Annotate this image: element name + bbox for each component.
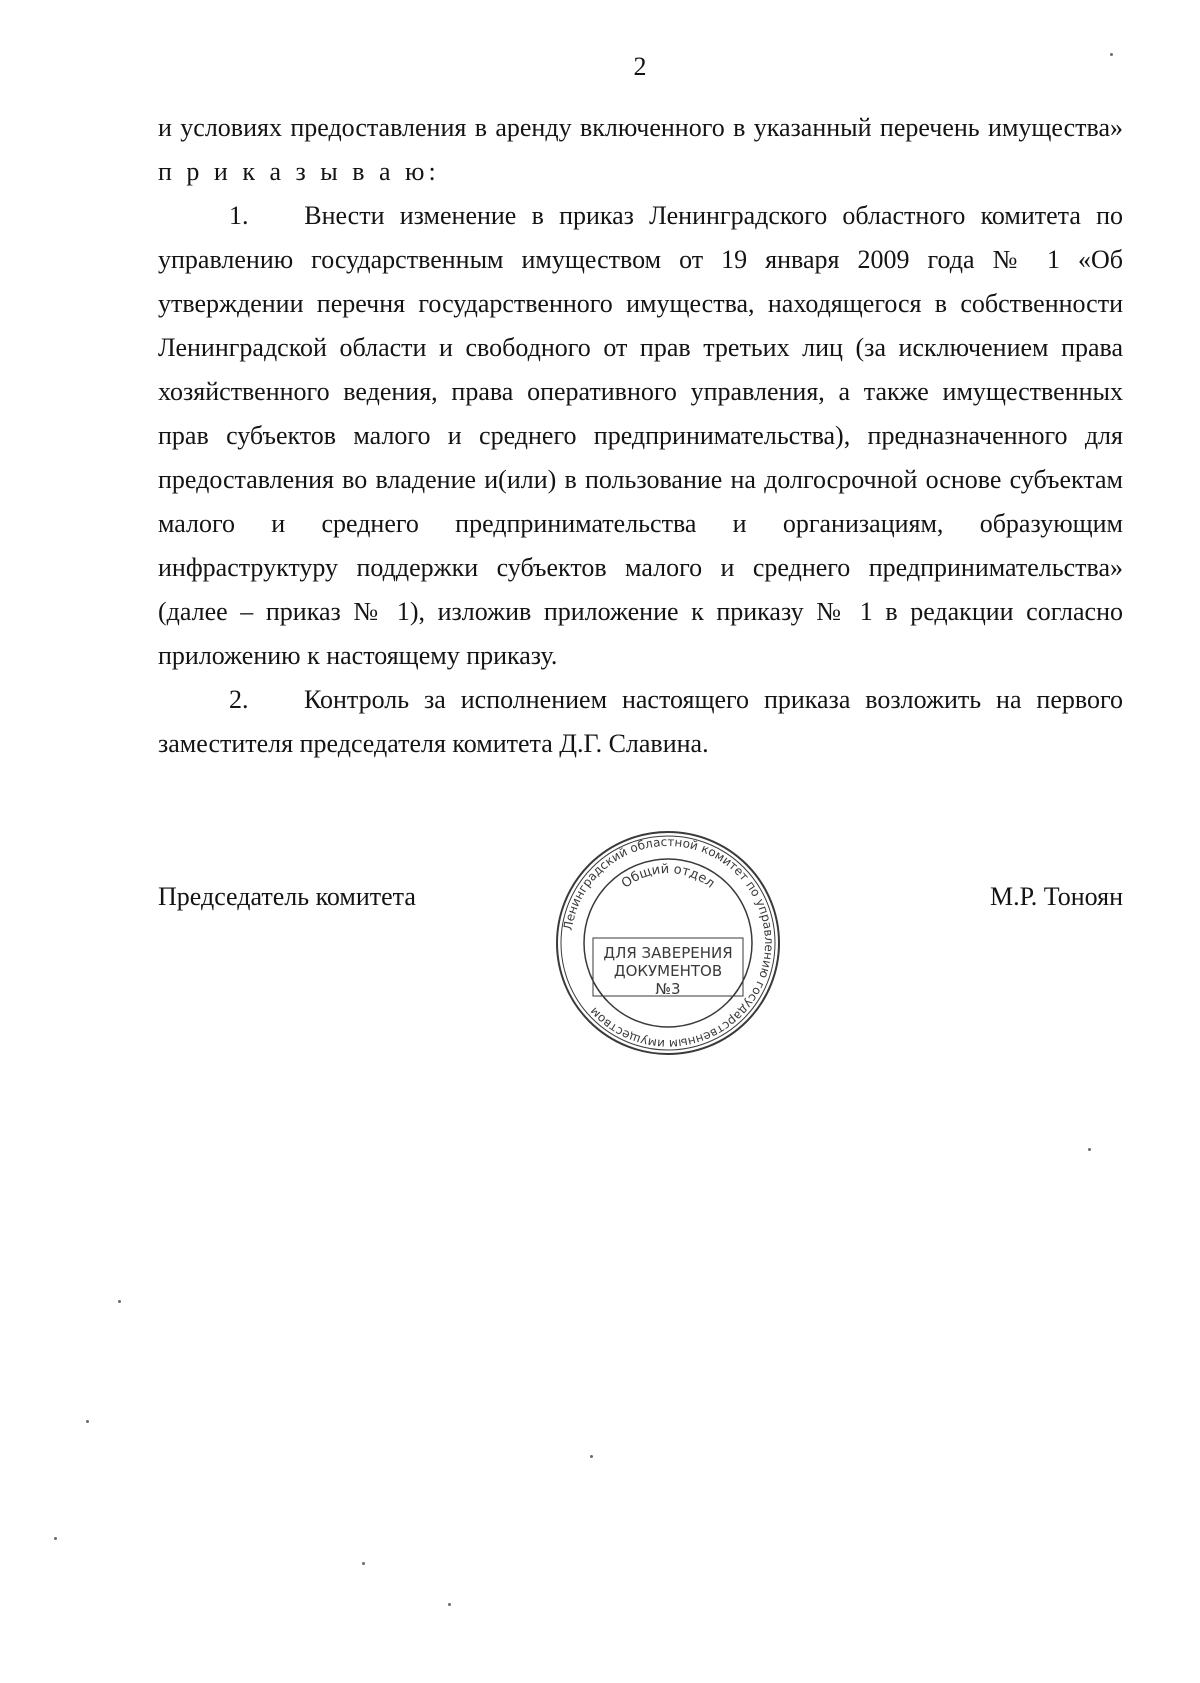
stamp-center-line-2: ДОКУМЕНТОВ — [613, 962, 723, 980]
item-1-number: 1. — [229, 201, 249, 230]
scan-speck — [86, 1420, 89, 1423]
order-body — [158, 106, 1123, 766]
signatory-title: Председатель комитета — [158, 882, 416, 911]
order-verb: п р и к а з ы в а ю: — [158, 157, 440, 186]
stamp-dept-text: Общий отдел — [618, 861, 718, 892]
item-1-text: Внести изменение в приказ Ленинградского областного комитета по управлению государственным имуществом от 19 января 2009 года № 1 «Об утверждении перечня государственного имущества, находящегося в собственности Ленинградской области и свободного от прав третьих лиц (за исключением права хозяйственного ведения, права оперативного управления, а также имущественных прав субъектов малого и среднего предпринимательства), предназначенного для предоставления во владение и(или) в пользование на долгосрочной основе субъектам малого и среднего предпринимательства и организациям, образующим инфраструктуру поддержки субъектов малого и среднего предпринимательства» (далее – приказ № 1), изложив приложение к приказу № 1 в редакции согласно приложению к настоящему приказу. — [158, 201, 1124, 670]
scan-speck — [54, 1537, 57, 1540]
item-1-paragraph — [158, 194, 1123, 678]
item-2-number: 2. — [229, 685, 249, 714]
signatory-name: М.Р. Тоноян — [989, 882, 1123, 911]
scan-speck — [1110, 53, 1113, 56]
official-stamp — [553, 828, 783, 1058]
stamp-seal — [553, 828, 783, 1058]
intro-text: и условиях предоставления в аренду включенного в указанный перечень имущества» — [158, 113, 1123, 142]
scan-speck — [590, 1455, 593, 1458]
item-2-text: Контроль за исполнением настоящего приказа возложить на первого заместителя председателя комитета Д.Г. Славина. — [158, 685, 1123, 758]
scan-speck — [448, 1603, 451, 1606]
item-2-paragraph — [158, 678, 1123, 766]
stamp-center-line-3: №3 — [655, 980, 681, 998]
scan-speck — [118, 1300, 121, 1303]
page-number: 2 — [633, 52, 647, 81]
scan-speck — [1088, 1148, 1091, 1151]
stamp-inner-ring — [584, 859, 752, 1027]
intro-paragraph — [158, 106, 1123, 194]
stamp-outer-text: Ленинградский областной комитет по управлению государственным имуществом — [560, 834, 777, 1052]
scan-speck — [362, 1562, 365, 1565]
stamp-center-line-1: ДЛЯ ЗАВЕРЕНИЯ — [603, 944, 733, 962]
